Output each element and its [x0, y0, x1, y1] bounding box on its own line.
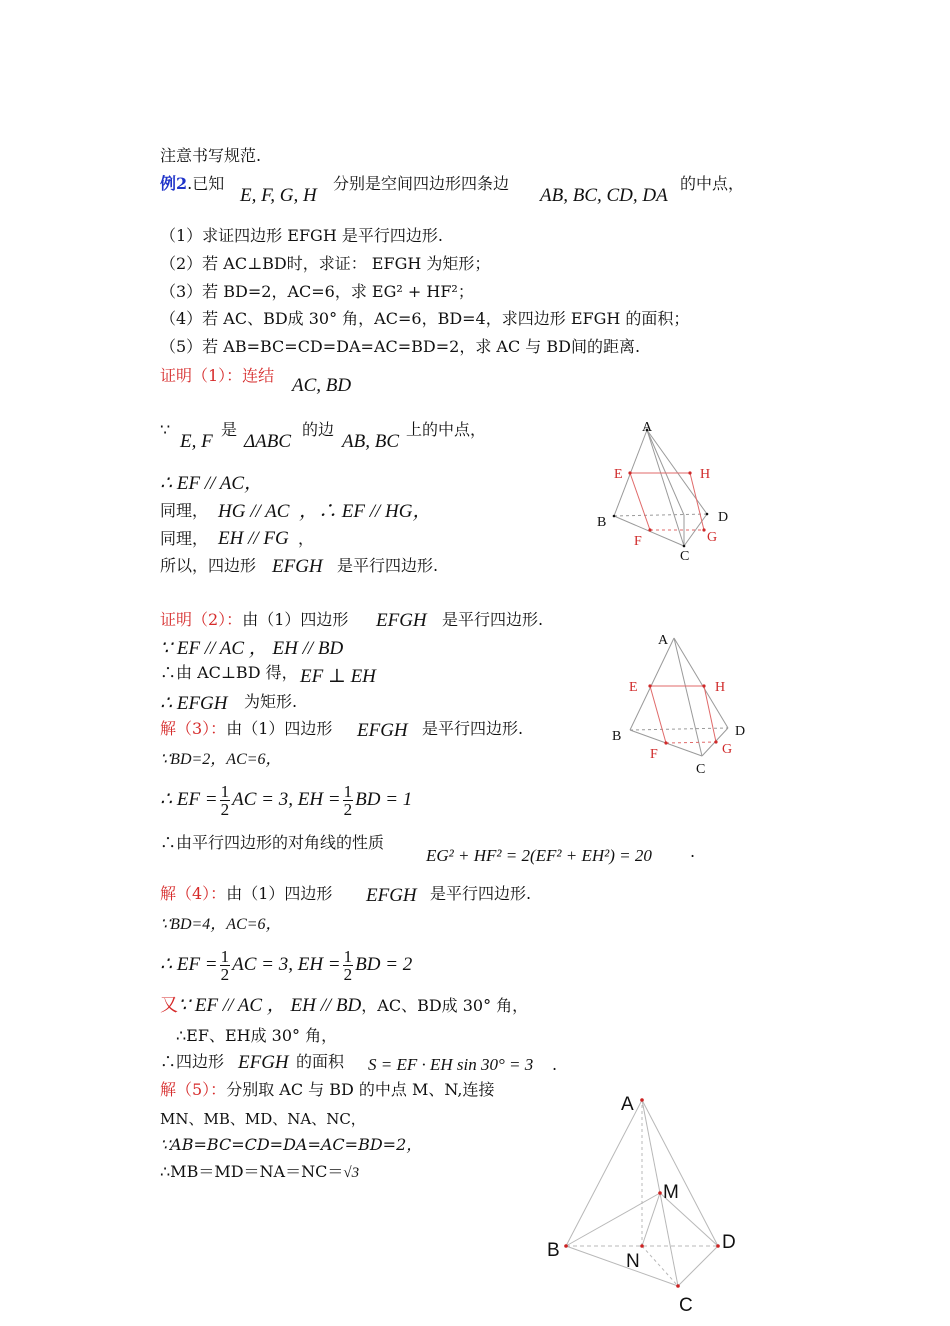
fraction-half	[220, 783, 231, 818]
fig2-label-c: C	[696, 762, 706, 777]
question-1: （1）求证四边形 EFGH 是平行四边形.	[160, 226, 443, 245]
fraction-numerator: 1	[343, 947, 353, 967]
sol5-heading-line	[160, 1080, 494, 1100]
proof2-heading-line	[160, 610, 348, 630]
sol3-line3-a: ∴由平行四边形的对角线的性质	[160, 833, 385, 852]
fig2-label-d: D	[735, 724, 746, 739]
proof1-heading-math: AC, BD	[292, 375, 352, 396]
proof1-line4-math: EH // FG	[218, 528, 289, 549]
example-stem: .已知	[187, 174, 225, 193]
sol5-heading-text: 分别取 AC 与 BD 的中点 M、N,连接	[226, 1080, 495, 1099]
proof1-line3-b: ，∴ EF // HG，	[299, 501, 432, 522]
fig1-label-f: F	[634, 534, 642, 549]
sol4-line3-math: ∵ EF // AC ， EH // BD	[178, 995, 362, 1016]
example-end: 的中点，	[680, 174, 745, 193]
sol4-bd: BD = 2	[355, 954, 413, 975]
fraction-numerator: 1	[343, 782, 353, 802]
sol4-ef: ∴ EF =	[160, 954, 218, 975]
sol4-heading-math: EFGH	[366, 885, 417, 906]
example-points: E, F, G, H	[240, 185, 317, 206]
proof2-heading: 证明（2）：	[160, 610, 243, 629]
fig3-label-b: B	[547, 1240, 560, 1261]
fig1-label-h: H	[700, 467, 711, 482]
proof2-line1: ∵ EF // AC ， EH // BD	[160, 638, 344, 659]
fig3-label-n: N	[626, 1251, 640, 1272]
proof1-line3-math: HG // AC	[218, 501, 290, 522]
sol3-line1: ∵BD=2，AC=6，	[160, 751, 282, 768]
sol4-line2	[160, 945, 412, 985]
sol4-heading-text: 由（1）四边形	[226, 884, 333, 903]
proof2-heading-math: EFGH	[376, 610, 427, 631]
proof1-heading: 证明（1）：连结	[160, 366, 275, 385]
fig1-label-b: B	[597, 515, 607, 530]
sol4-heading: 解（4）：	[160, 884, 227, 903]
tetrahedron-figure-2	[606, 628, 756, 778]
fig1-label-a: A	[642, 420, 653, 435]
proof2-heading-text: 由（1）四边形	[242, 610, 349, 629]
sol4-line5-math: EFGH	[238, 1052, 289, 1073]
sol5-line3-text: ∴MB＝MD＝NA＝NC＝	[160, 1162, 344, 1181]
fraction-half	[220, 948, 231, 983]
sol5-line1: MN、MB、MD、NA、NC，	[160, 1110, 366, 1128]
proof2-heading-end: 是平行四边形.	[442, 610, 544, 629]
sol3-ac-eh: AC = 3, EH =	[232, 789, 341, 810]
sol4-line1: ∵BD=4，AC=6，	[160, 916, 282, 933]
proof1-line2: ∴ EF // AC，	[160, 473, 264, 494]
sol5-heading: 解（5）：	[160, 1080, 227, 1099]
fig1-label-c: C	[680, 549, 690, 564]
sol3-ef: ∴ EF =	[160, 789, 218, 810]
sol3-heading-text: 由（1）四边形	[226, 719, 333, 738]
proof2-line2-math: EF ⊥ EH	[300, 666, 376, 687]
intro-note: 注意书写规范.	[160, 146, 262, 165]
fraction-denominator: 2	[220, 965, 230, 985]
sol3-heading-end: 是平行四边形.	[422, 719, 524, 738]
sol3-line2	[160, 780, 412, 820]
sol4-line4: ∴EF、EH成 30° 角，	[176, 1026, 338, 1045]
sol3-heading-math: EFGH	[357, 720, 408, 741]
example-statement	[160, 174, 224, 194]
sol4-line3-b: ，AC、BD成 30° 角，	[361, 996, 529, 1015]
fig2-label-a: A	[658, 633, 669, 648]
proof1-shi: 是	[221, 420, 238, 439]
sol3-heading-line	[160, 719, 332, 739]
proof2-line2-a: ∴由 AC⊥BD 得，	[160, 663, 298, 682]
fraction-denominator: 2	[343, 965, 353, 985]
sol4-line5-end: .	[552, 1055, 558, 1074]
proof1-de-bian: 的边	[302, 420, 335, 439]
fig1-label-d: D	[718, 510, 729, 525]
fig2-label-h: H	[715, 680, 726, 695]
sol4-line3	[160, 996, 528, 1016]
proof1-line5-a: 所以，四边形	[160, 556, 257, 575]
fig2-label-g: G	[722, 742, 733, 757]
proof1-edges: AB, BC	[342, 431, 399, 452]
proof1-line4-a: 同理，	[160, 529, 209, 548]
fraction-numerator: 1	[220, 782, 230, 802]
tetrahedron-figure-3	[540, 1088, 750, 1318]
sol4-line5-b: 的面积	[296, 1052, 345, 1071]
fig2-label-f: F	[650, 747, 658, 762]
fig3-label-a: A	[621, 1094, 634, 1115]
question-4: （4）若 AC、BD成 30° 角，AC=6，BD=4，求四边形 EFGH 的面积；	[160, 309, 690, 328]
proof1-line4-b: ，	[298, 529, 315, 548]
question-3: （3）若 BD=2，AC=6，求 EG² + HF²；	[160, 282, 474, 301]
sol3-line3-math: EG² + HF² = 2(EF² + EH²) = 20	[426, 846, 652, 865]
proof2-line3-b: 为矩形.	[244, 692, 298, 711]
fig1-label-e: E	[614, 467, 623, 482]
tetrahedron-figure-1	[592, 418, 732, 568]
fig1-label-g: G	[707, 530, 718, 545]
proof1-midpoint-text: 上的中点，	[406, 420, 487, 439]
sol5-line3	[160, 1162, 359, 1183]
sol4-ac-eh: AC = 3, EH =	[232, 954, 341, 975]
fig3-label-d: D	[722, 1232, 736, 1253]
sol3-line3-end: .	[690, 842, 696, 861]
proof1-line3-a: 同理，	[160, 501, 209, 520]
because-symbol: ∵	[160, 420, 171, 439]
sol3-heading: 解（3）：	[160, 719, 227, 738]
fraction-denominator: 2	[343, 800, 353, 820]
fraction-numerator: 1	[220, 947, 230, 967]
fig2-label-e: E	[629, 680, 638, 695]
fraction-half	[343, 783, 354, 818]
proof1-line5-math: EFGH	[272, 556, 323, 577]
sol3-bd: BD = 1	[355, 789, 413, 810]
sol4-line5-a: ∴四边形	[160, 1052, 225, 1071]
sol4-heading-line	[160, 884, 332, 904]
proof2-line3-math: ∴ EFGH	[160, 693, 228, 714]
sol4-heading-end: 是平行四边形.	[430, 884, 532, 903]
example-edges: AB, BC, CD, DA	[540, 185, 668, 206]
proof1-triangle: ΔABC	[244, 431, 292, 452]
sol5-line2: ∵AB=BC=CD=DA=AC=BD=2，	[160, 1135, 423, 1154]
sol4-you: 又	[160, 995, 178, 1016]
sol4-area-formula: S = EF · EH sin 30° = 3	[368, 1055, 534, 1074]
proof1-line5-b: 是平行四边形.	[337, 556, 439, 575]
fraction-half	[343, 948, 354, 983]
proof1-points: E, F	[180, 431, 213, 452]
fig3-label-m: M	[663, 1182, 679, 1203]
question-5: （5）若 AB=BC=CD=DA=AC=BD=2，求 AC 与 BD间的距离.	[160, 337, 641, 356]
example-mid: 分别是空间四边形四条边	[333, 174, 510, 193]
fig2-label-b: B	[612, 729, 622, 744]
sqrt-three: √3	[343, 1165, 360, 1181]
fig3-label-c: C	[679, 1295, 693, 1316]
fraction-denominator: 2	[220, 800, 230, 820]
question-2: （2）若 AC⊥BD时，求证： EFGH 为矩形；	[160, 254, 491, 273]
example-label: 例2	[160, 174, 188, 193]
